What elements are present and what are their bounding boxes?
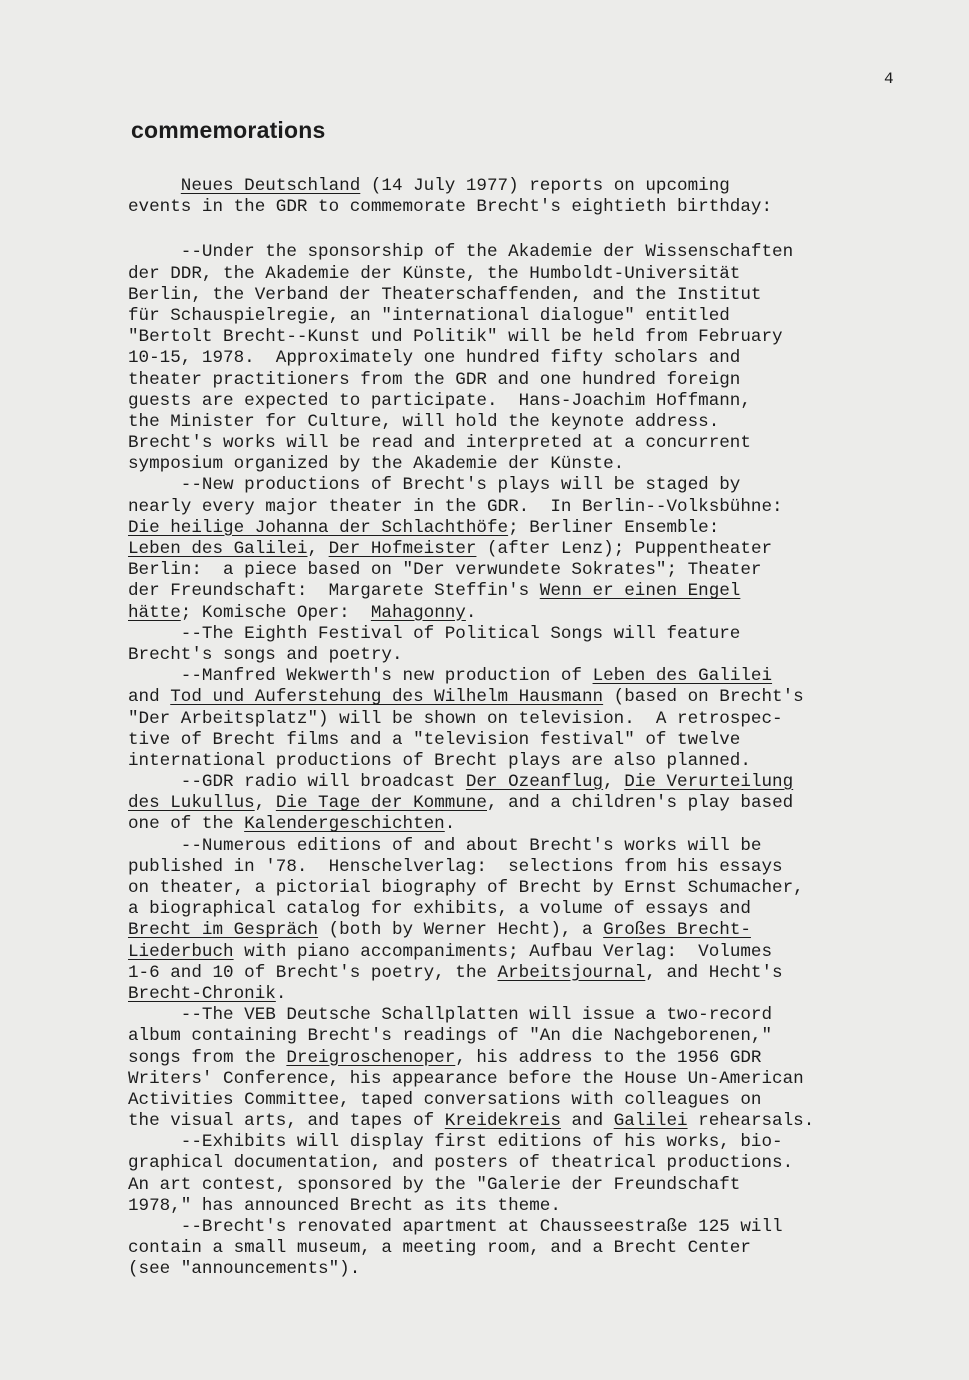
text-segment: international productions of Brecht plays are also planned. (128, 750, 751, 771)
text-line (128, 1196, 958, 1217)
underlined-title: Großes Brecht- (603, 920, 751, 941)
text-segment: ; Komische Oper: (180, 602, 371, 623)
text-line (128, 730, 958, 751)
section-heading: commemorations (131, 117, 326, 143)
text-segment: Writers' Conference, his appearance before the House Un-American (128, 1068, 804, 1089)
text-line (128, 1217, 958, 1238)
underlined-title: Wenn er einen Engel (539, 581, 741, 602)
text-segment: , and Hecht's (645, 962, 783, 983)
underlined-title: Tod und Auferstehung des Wilhelm Hausmann (170, 687, 604, 708)
text-line (128, 242, 958, 263)
underlined-title: Kreidekreis (444, 1111, 561, 1132)
underlined-title: Brecht-Chronik (128, 983, 276, 1004)
underlined-title: Der Ozeanflug (465, 772, 604, 793)
text-segment: . (444, 814, 456, 835)
text-segment: Activities Committee, taped conversations with colleagues on (128, 1089, 762, 1110)
text-line (128, 370, 958, 391)
text-line (128, 878, 958, 899)
underlined-title: Dreigroschenoper (286, 1047, 456, 1068)
text-segment: der Freundschaft: Margarete Steffin's (128, 581, 540, 602)
text-segment: published in '78. Henschelverlag: selections from his essays (128, 856, 783, 877)
text-line (128, 687, 958, 708)
text-segment: nearly every major theater in the GDR. In Berlin--Volksbühne: (128, 496, 783, 517)
text-line (128, 412, 958, 433)
text-segment: Berlin: a piece based on "Der verwundete Sokrates"; Theater (128, 560, 762, 581)
text-segment: ; Berliner Ensemble: (508, 517, 720, 538)
text-segment: tive of Brecht films and a "television festival" of twelve (128, 729, 741, 750)
text-line (128, 793, 958, 814)
underlined-title: des Lukullus (128, 793, 255, 814)
text-line (128, 1153, 958, 1174)
text-line (128, 836, 958, 857)
text-line (128, 264, 958, 285)
text-segment: --Manfred Wekwerth's new production of (128, 666, 593, 687)
text-line (128, 197, 958, 218)
underlined-title: Die Tage der Kommune (275, 793, 487, 814)
text-segment: (after Lenz); Puppentheater (476, 539, 773, 559)
text-segment: --The VEB Deutsche Schallplatten will issue a two-record (128, 1005, 773, 1026)
text-line (128, 709, 958, 730)
text-segment: , (307, 539, 329, 559)
text-segment: 1978," has announced Brecht as its theme. (128, 1195, 561, 1216)
text-line (128, 1069, 958, 1090)
text-line (128, 751, 958, 772)
underlined-title: Brecht im Gespräch (128, 920, 319, 941)
text-segment: für Schauspielregie, an "international dialogue" entitled (128, 305, 730, 326)
underlined-title: Leben des Galilei (592, 666, 773, 687)
text-segment: --New productions of Brecht's plays will be staged by (128, 475, 741, 496)
text-line (128, 1090, 958, 1111)
underlined-title: Neues Deutschland (180, 176, 361, 196)
text-line (128, 348, 958, 369)
text-line (128, 454, 958, 475)
text-segment: contain a small museum, a meeting room, and a Brecht Center (128, 1238, 751, 1259)
text-segment: --Exhibits will display first editions of his works, bio- (128, 1132, 783, 1153)
text-segment: events in the GDR to commemorate Brecht's eightieth birthday: (128, 197, 773, 218)
text-segment: 10-15, 1978. Approximately one hundred fifty scholars and (128, 348, 741, 369)
underlined-title: Arbeitsjournal (497, 962, 646, 983)
paragraph-gap (128, 218, 958, 242)
text-segment: , (254, 793, 276, 814)
text-line (128, 327, 958, 348)
text-segment: --GDR radio will broadcast (128, 772, 466, 793)
text-segment: on theater, a pictorial biography of Brecht by Ernst Schumacher, (128, 878, 804, 898)
text-segment: guests are expected to participate. Hans-Joachim Hoffmann, (128, 390, 751, 411)
text-segment: der DDR, the Akademie der Künste, the Humboldt-Universität (128, 263, 741, 284)
text-line (128, 1259, 958, 1280)
text-line (128, 433, 958, 454)
text-segment: "Der Arbeitsplatz") will be shown on television. A retrospec- (128, 708, 783, 729)
text-segment: Brecht's songs and poetry. (128, 644, 403, 665)
text-line (128, 624, 958, 645)
text-line (128, 1005, 958, 1026)
text-line (128, 539, 958, 560)
text-segment: theater practitioners from the GDR and one hundred foreign (128, 369, 741, 390)
text-segment: the Minister for Culture, will hold the keynote address. (128, 411, 720, 432)
page-number: 4 (884, 70, 894, 88)
text-segment: (see "announcements"). (128, 1259, 361, 1280)
text-line (128, 857, 958, 878)
text-segment: , and a children's play based (487, 793, 794, 814)
underlined-title: Liederbuch (128, 941, 234, 962)
text-segment: (14 July 1977) reports on upcoming (360, 176, 730, 196)
text-segment: Brecht's works will be read and interpreted at a concurrent (128, 433, 751, 454)
text-line (128, 963, 958, 984)
text-line (128, 518, 958, 539)
underlined-title: Kalendergeschichten (244, 814, 445, 835)
text-line (128, 475, 958, 496)
text-segment: album containing Brecht's readings of "An die Nachgeborenen," (128, 1026, 773, 1047)
text-segment: a biographical catalog for exhibits, a volume of essays and (128, 899, 751, 920)
text-line (128, 1026, 958, 1047)
text-segment: (both by Werner Hecht), a (318, 920, 604, 941)
text-segment: symposium organized by the Akademie der Künste. (128, 454, 625, 475)
text-line (128, 899, 958, 920)
text-line (128, 1175, 958, 1196)
text-segment: songs from the (128, 1047, 287, 1068)
underlined-title: hätte (128, 602, 181, 623)
text-segment: rehearsals. (687, 1111, 815, 1132)
text-line (128, 1238, 958, 1259)
article-body (128, 176, 958, 1281)
text-segment: 1-6 and 10 of Brecht's poetry, the (128, 962, 498, 983)
text-segment: Berlin, the Verband der Theaterschaffenden, and the Institut (128, 284, 762, 305)
text-line (128, 920, 958, 941)
text-line (128, 603, 958, 624)
text-line (128, 984, 958, 1005)
underlined-title: Die Verurteilung (624, 772, 794, 793)
text-line (128, 1132, 958, 1153)
underlined-title: Der Hofmeister (328, 539, 477, 559)
text-segment: --Under the sponsorship of the Akademie der Wissenschaften (128, 242, 794, 263)
text-segment: --Numerous editions of and about Brecht's works will be (128, 835, 762, 856)
text-line (128, 666, 958, 687)
text-segment: "Bertolt Brecht--Kunst und Politik" will be held from February (128, 327, 783, 348)
underlined-title: Die heilige Johanna der Schlachthöfe (128, 517, 509, 538)
text-line (128, 1048, 958, 1069)
text-segment: with piano accompaniments; Aufbau Verlag: Volumes (233, 941, 773, 962)
text-segment: and (560, 1111, 614, 1132)
text-line (128, 391, 958, 412)
text-line (128, 814, 958, 835)
text-line (128, 772, 958, 793)
text-segment: , (603, 772, 625, 793)
text-line (128, 942, 958, 963)
text-line (128, 306, 958, 327)
text-line (128, 581, 958, 602)
text-segment: --Brecht's renovated apartment at Chausseestraße 125 will (128, 1217, 783, 1237)
text-line (128, 497, 958, 518)
underlined-title: Mahagonny (370, 602, 466, 623)
text-segment: and (128, 687, 171, 708)
text-line (128, 1111, 958, 1132)
text-segment: one of the (128, 814, 245, 835)
text-segment: (based on Brecht's (603, 687, 804, 708)
text-segment: An art contest, sponsored by the "Galerie der Freundschaft (128, 1174, 741, 1195)
text-line (128, 176, 958, 197)
text-segment: , his address to the 1956 GDR (455, 1047, 762, 1068)
text-segment: the visual arts, and tapes of (128, 1111, 445, 1132)
underlined-title: Leben des Galilei (128, 539, 308, 559)
text-segment: . (465, 602, 477, 623)
text-line (128, 560, 958, 581)
text-line (128, 285, 958, 306)
text-segment: graphical documentation, and posters of theatrical productions. (128, 1153, 794, 1174)
text-segment: --The Eighth Festival of Political Songs will feature (128, 623, 741, 644)
underlined-title: Galilei (613, 1111, 688, 1132)
text-segment: . (275, 983, 287, 1004)
text-line (128, 645, 958, 666)
text-segment (128, 176, 181, 196)
